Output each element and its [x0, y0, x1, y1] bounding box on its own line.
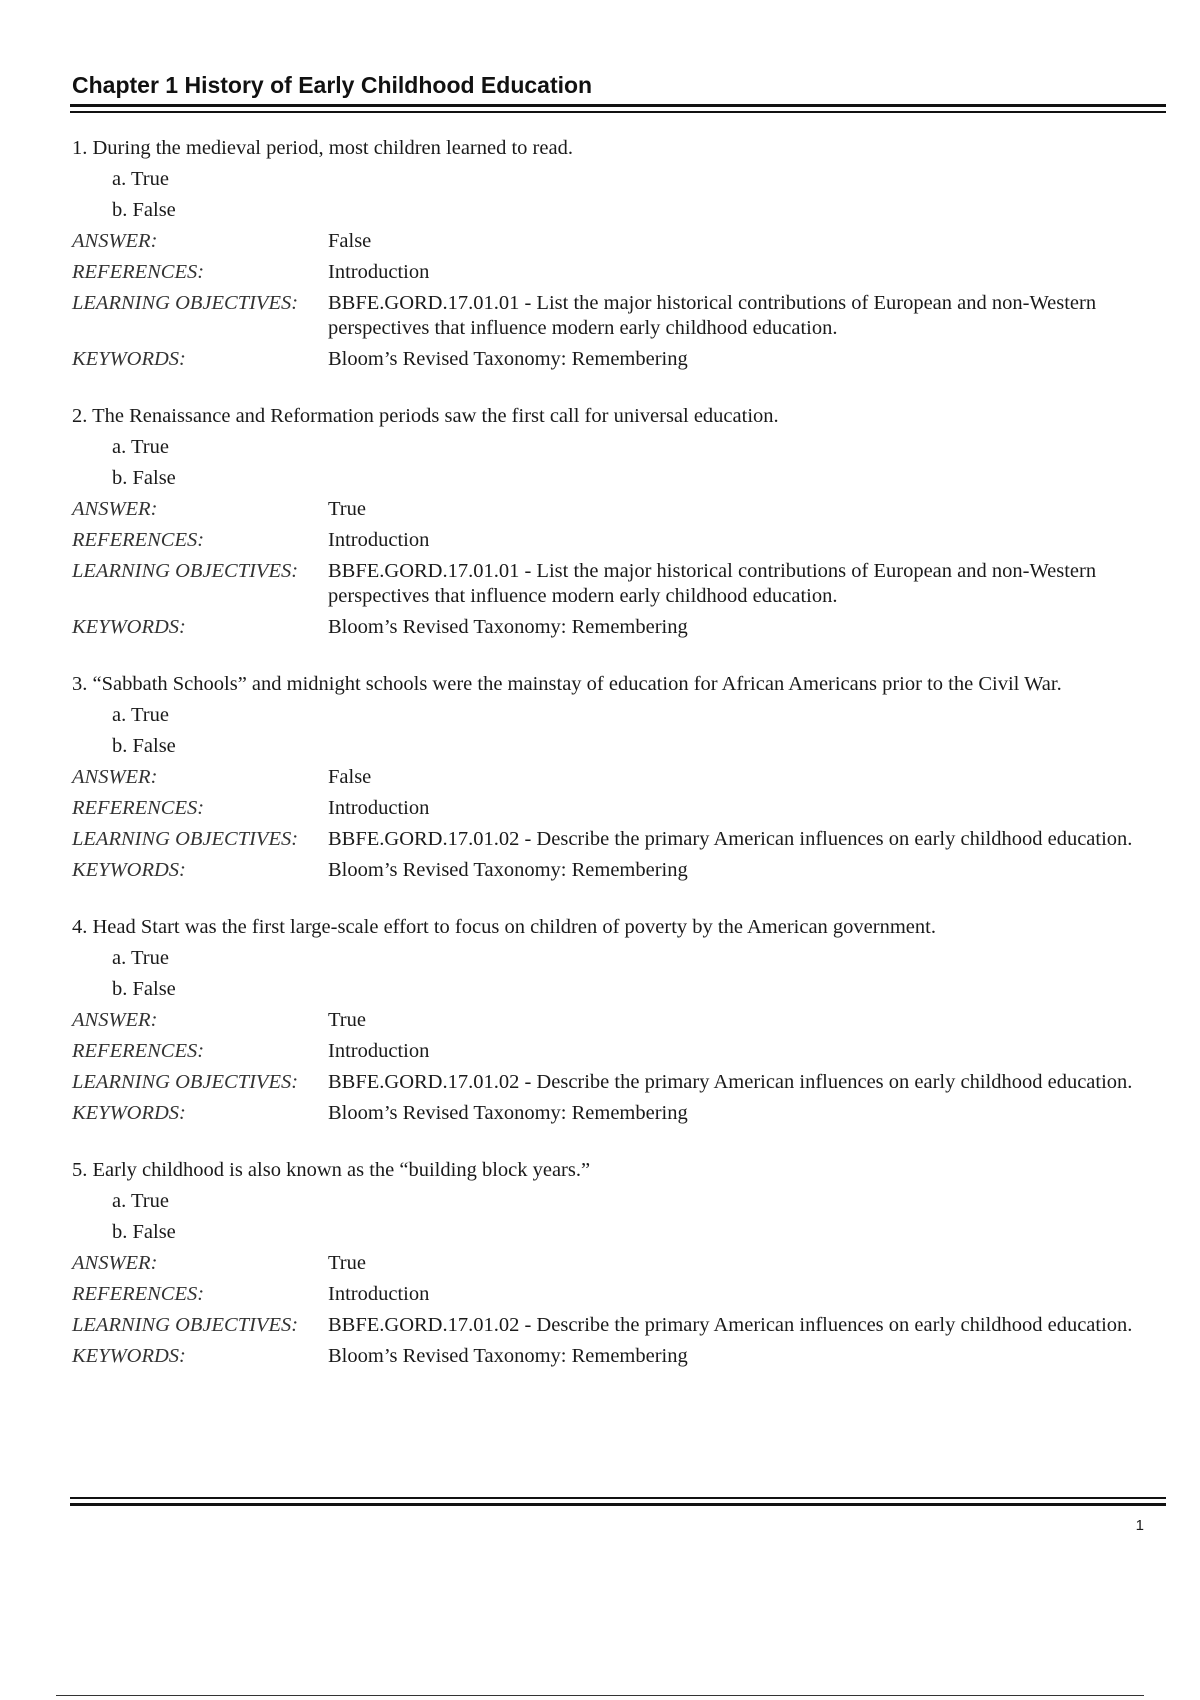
references-value: Introduction [328, 1040, 430, 1062]
objectives-value: BBFE.GORD.17.01.02 - Describe the primary American influences on early childhood education. [328, 1314, 1133, 1336]
question-1 [72, 133, 1166, 375]
references-label: REFERENCES: [72, 1283, 205, 1305]
keywords-value: Bloom’s Revised Taxonomy: Remembering [328, 1345, 688, 1367]
answer-value: False [328, 766, 372, 788]
option-false: b. False [112, 978, 176, 1000]
answer-label: ANSWER: [72, 1252, 158, 1274]
objectives-row [72, 824, 1166, 855]
objectives-row [72, 556, 1166, 612]
references-row [72, 257, 1166, 288]
header-rule [70, 111, 1166, 113]
answer-label: ANSWER: [72, 1009, 158, 1031]
references-label: REFERENCES: [72, 797, 205, 819]
objectives-label: LEARNING OBJECTIVES: [72, 1071, 299, 1093]
option-false: b. False [112, 735, 176, 757]
question-text: 1. During the medieval period, most children learned to read. [72, 137, 573, 159]
question-text: 4. Head Start was the first large-scale effort to focus on children of poverty by the American government. [72, 916, 936, 938]
option-false: b. False [112, 1221, 176, 1243]
references-label: REFERENCES: [72, 1040, 205, 1062]
answer-value: True [328, 498, 366, 520]
references-value: Introduction [328, 1283, 430, 1305]
option-true: a. True [112, 704, 169, 726]
references-value: Introduction [328, 529, 430, 551]
keywords-label: KEYWORDS: [72, 1102, 186, 1124]
references-label: REFERENCES: [72, 261, 205, 283]
option-false: b. False [112, 199, 176, 221]
answer-label: ANSWER: [72, 498, 158, 520]
question-text: 3. “Sabbath Schools” and midnight schools were the mainstay of education for African Americans prior to the Civil War. [72, 673, 1062, 695]
question-text: 5. Early childhood is also known as the “building block years.” [72, 1159, 591, 1181]
keywords-row [72, 1098, 1166, 1129]
option-false: b. False [112, 467, 176, 489]
option-true: a. True [112, 436, 169, 458]
answer-row [72, 1248, 1166, 1279]
keywords-value: Bloom’s Revised Taxonomy: Remembering [328, 859, 688, 881]
keywords-label: KEYWORDS: [72, 1345, 186, 1367]
references-row [72, 793, 1166, 824]
keywords-value: Bloom’s Revised Taxonomy: Remembering [328, 1102, 688, 1124]
option-true: a. True [112, 168, 169, 190]
answer-value: True [328, 1252, 366, 1274]
question-4 [72, 912, 1166, 1129]
footer-rule [70, 1503, 1166, 1506]
keywords-row [72, 1341, 1166, 1372]
answer-row [72, 1005, 1166, 1036]
keywords-label: KEYWORDS: [72, 348, 186, 370]
answer-label: ANSWER: [72, 230, 158, 252]
references-row [72, 525, 1166, 556]
question-list [72, 133, 1166, 1398]
objectives-row [72, 1310, 1166, 1341]
references-value: Introduction [328, 261, 430, 283]
objectives-value: BBFE.GORD.17.01.01 - List the major historical contributions of European and non-Western perspectives that influence modern early childhood education. [328, 560, 1097, 607]
keywords-value: Bloom’s Revised Taxonomy: Remembering [328, 616, 688, 638]
page-number: 1 [1135, 1517, 1144, 1534]
question-text: 2. The Renaissance and Reformation periods saw the first call for universal education. [72, 405, 779, 427]
question-2 [72, 401, 1166, 643]
objectives-label: LEARNING OBJECTIVES: [72, 292, 299, 314]
objectives-row [72, 1067, 1166, 1098]
objectives-value: BBFE.GORD.17.01.01 - List the major historical contributions of European and non-Western perspectives that influence modern early childhood education. [328, 292, 1097, 339]
option-true: a. True [112, 947, 169, 969]
answer-value: False [328, 230, 372, 252]
answer-value: True [328, 1009, 366, 1031]
page-edge-line [56, 1695, 1144, 1696]
references-label: REFERENCES: [72, 529, 205, 551]
keywords-value: Bloom’s Revised Taxonomy: Remembering [328, 348, 688, 370]
objectives-label: LEARNING OBJECTIVES: [72, 560, 299, 582]
footer-rule [70, 1497, 1166, 1499]
page-title: Chapter 1 History of Early Childhood Education [72, 72, 593, 98]
answer-row [72, 226, 1166, 257]
keywords-label: KEYWORDS: [72, 859, 186, 881]
question-3 [72, 669, 1166, 886]
answer-row [72, 494, 1166, 525]
answer-label: ANSWER: [72, 766, 158, 788]
keywords-label: KEYWORDS: [72, 616, 186, 638]
answer-row [72, 762, 1166, 793]
references-value: Introduction [328, 797, 430, 819]
option-true: a. True [112, 1190, 169, 1212]
objectives-value: BBFE.GORD.17.01.02 - Describe the primary American influences on early childhood education. [328, 1071, 1133, 1093]
references-row [72, 1279, 1166, 1310]
keywords-row [72, 344, 1166, 375]
header-rule [70, 104, 1166, 107]
keywords-row [72, 855, 1166, 886]
objectives-row [72, 288, 1166, 344]
objectives-value: BBFE.GORD.17.01.02 - Describe the primary American influences on early childhood education. [328, 828, 1133, 850]
keywords-row [72, 612, 1166, 643]
question-5 [72, 1155, 1166, 1372]
references-row [72, 1036, 1166, 1067]
objectives-label: LEARNING OBJECTIVES: [72, 1314, 299, 1336]
objectives-label: LEARNING OBJECTIVES: [72, 828, 299, 850]
